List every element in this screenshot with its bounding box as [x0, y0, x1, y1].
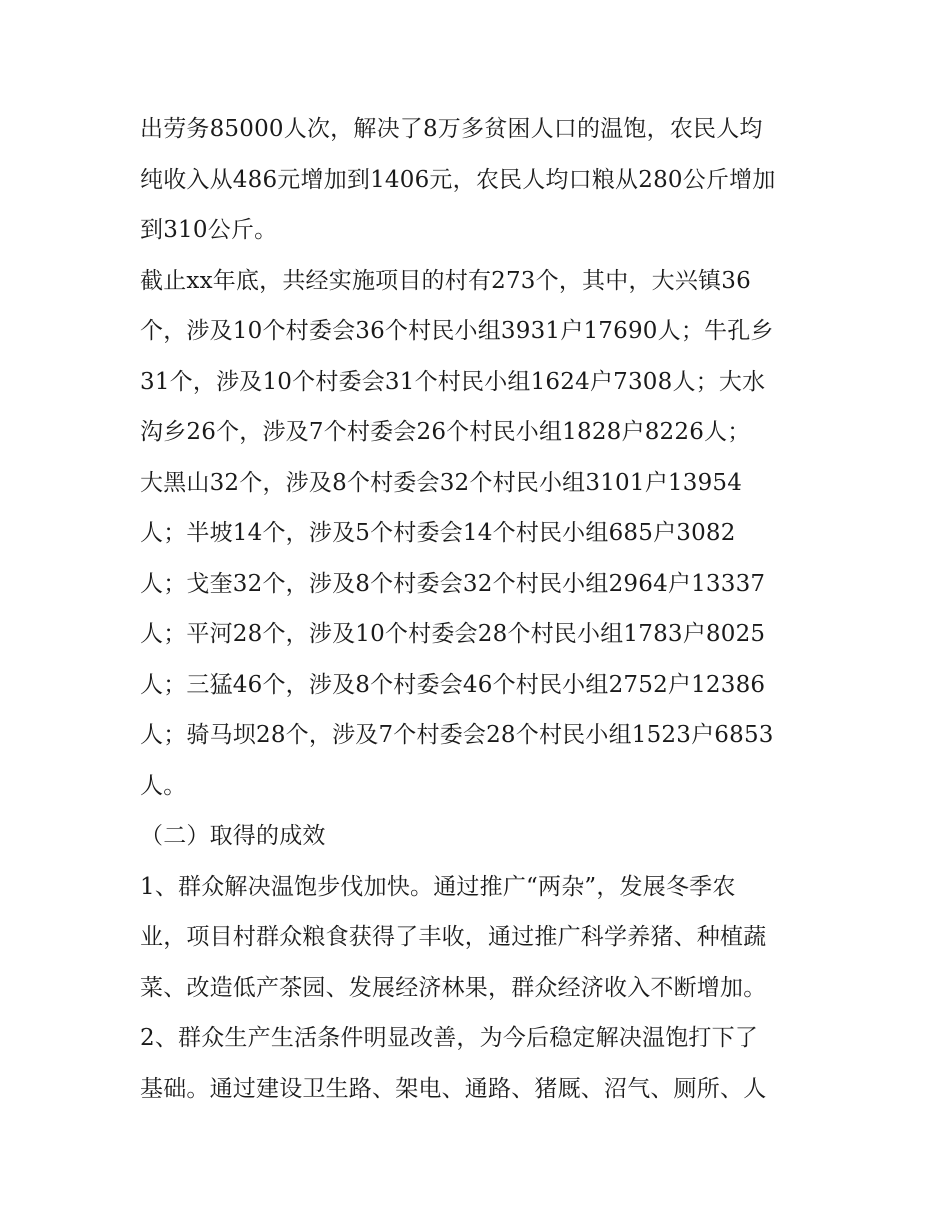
- section-heading: （二）取得的成效: [140, 823, 326, 849]
- text-line-3: 到310公斤。: [140, 217, 278, 243]
- text-line-5: 个，涉及10个村委会36个村民小组3931户17690人；牛孔乡: [140, 318, 774, 344]
- text-line-2: 纯收入从486元增加到1406元，农民人均口粮从280公斤增加: [140, 166, 776, 193]
- text-line-8: 大黑山32个，涉及8个村委会32个村民小组3101户13954: [140, 469, 743, 496]
- text-line-1: 出劳务85000人次，解决了8万多贫困人口的温饱，农民人均: [140, 116, 763, 142]
- text-line-12: 人；三猛46个，涉及8个村委会46个村民小组2752户12386: [140, 671, 766, 698]
- text-line-18: 菜、改造低产茶园、发展经济林果，群众经济收入不断增加。: [140, 974, 767, 1001]
- text-line-16: 1、群众解决温饱步伐加快。通过推广“两杂”，发展冬季农: [140, 873, 736, 900]
- text-line-11: 人；平河28个，涉及10个村委会28个村民小组1783户8025: [140, 621, 766, 647]
- text-line-19: 2、群众生产生活条件明显改善，为今后稳定解决温饱打下了: [140, 1025, 759, 1051]
- text-line-9: 人；半坡14个，涉及5个村委会14个村民小组685户3082: [140, 520, 736, 546]
- text-line-14: 人。: [140, 772, 187, 799]
- text-line-4: 截止xx年底，共经实施项目的村有273个，其中，大兴镇36: [140, 267, 751, 294]
- text-line-13: 人；骑马坝28个，涉及7个村委会28个村民小组1523户6853: [140, 722, 774, 748]
- text-line-10: 人；戈奎32个，涉及8个村委会32个村民小组2964户13337: [140, 570, 766, 597]
- text-line-20: 基础。通过建设卫生路、架电、通路、猪厩、沼气、厕所、人: [140, 1075, 767, 1102]
- text-line-6: 31个，涉及10个村委会31个村民小组1624户7308人；大水: [140, 368, 766, 395]
- body-text: [140, 104, 830, 1114]
- text-line-17: 业，项目村群众粮食获得了丰收，通过推广科学养猪、种植蔬: [140, 924, 767, 950]
- text-line-7: 沟乡26个，涉及7个村委会26个村民小组1828户8226人；: [140, 419, 751, 445]
